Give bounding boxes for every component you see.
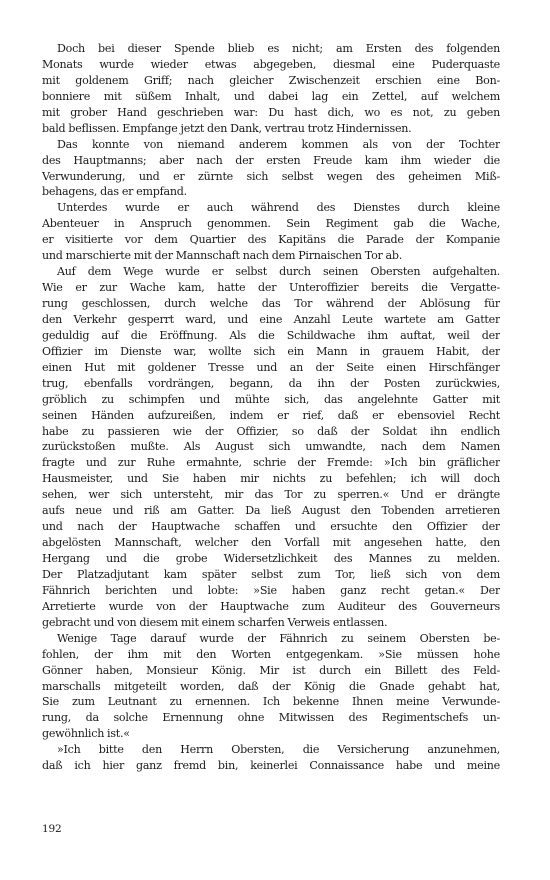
text-line: er visitierte vor dem Quartier des Kapitäns die Parade der Kompanie [42, 233, 500, 247]
text-line: Gönner haben, Monsieur König. Mir ist durch ein Billett des Feld- [42, 663, 500, 677]
text-line: Der Platzadjutant kam später selbst zum Tor, ließ sich von dem [42, 567, 500, 581]
text-line: rung geschlossen, durch welche das Tor während der Ablösung für [42, 297, 500, 310]
text-line: behagens, das er empfand. [42, 185, 187, 199]
text-line: mit grober Hand geschrieben war: Du hast dich, wo es not, zu geben [42, 105, 500, 119]
text-line: den Verkehr gesperrt ward, und eine Anzahl Leute wartete am Gatter [42, 312, 500, 326]
text-line: Monats wurde wieder etwas abgegeben, diesmal eine Puderquaste [42, 57, 500, 71]
text-line: aufs neue und riß am Gatter. Da ließ August den Tobenden arretieren [42, 504, 500, 518]
text-line: Hergang und die grobe Widersetzlichkeit des Mannes zu melden. [42, 552, 500, 565]
text-line: Offizier im Dienste war, wollte sich ein Mann in grauem Habit, der [42, 344, 500, 358]
text-line: Auf dem Wege wurde er selbst durch seinen Obersten aufgehalten. [57, 265, 500, 279]
text-line: geduldig auf die Eröffnung. Als die Schildwache ihm auftat, weil der [42, 328, 500, 342]
text-line: Wenige Tage darauf wurde der Fähnrich zu seinem Obersten be- [57, 631, 500, 645]
text-line: Wie er zur Wache kam, hatte der Unteroffizier bereits die Vergatte- [42, 281, 500, 295]
text-line: Sie zum Leutnant zu ernennen. Ich bekenne Ihnen meine Verwunde- [42, 695, 500, 709]
text-line: Abenteuer in Anspruch genommen. Sein Regiment gab die Wache, [42, 217, 500, 231]
text-line: und marschierte mit der Mannschaft nach dem Pirnaischen Tor ab. [42, 249, 403, 263]
text-line: gröblich zu schimpfen und mühte sich, das angelehnte Gatter mit [42, 392, 500, 406]
page-number: 192 [42, 823, 62, 835]
text-line: »Ich bitte den Herrn Obersten, die Versicherung anzunehmen, [57, 743, 500, 757]
text-line: Das konnte von niemand anderem kommen als von der Tochter [57, 137, 500, 151]
text-line: bonniere mit süßem Inhalt, und dabei lag ein Zettel, auf welchem [42, 89, 500, 103]
text-line: Arretierte wurde von der Hauptwache zum Auditeur des Gouverneurs [42, 599, 500, 613]
text-line: habe zu passieren wie der Offizier, so daß der Soldat ihn endlich [42, 424, 500, 438]
body-text [42, 41, 500, 774]
text-line: einen Hut mit goldener Tresse und an der Seite einen Hirschfänger [42, 360, 500, 374]
text-line: des Hauptmanns; aber nach der ersten Freude kam ihm wieder die [42, 153, 500, 167]
text-line: zurückstoßen mußte. Als August sich umwandte, nach dem Namen [42, 440, 500, 454]
text-line: seinen Händen aufzureißen, indem er rief, daß er ebensoviel Recht [42, 408, 500, 422]
text-line: gebracht und von diesem mit einem scharfen Verweis entlassen. [42, 615, 388, 629]
text-line: Fähnrich berichten und lobte: »Sie haben ganz recht getan.« Der [42, 583, 500, 597]
text-line: Unterdes wurde er auch während des Dienstes durch kleine [57, 201, 500, 215]
text-line: bald beflissen. Empfange jetzt den Dank, vertrau trotz Hindernissen. [42, 121, 412, 135]
text-line: fragte und zur Ruhe ermahnte, schrie der Fremde: »Ich bin gräflicher [42, 456, 500, 470]
text-line: gewöhnlich ist.« [42, 727, 130, 741]
text-line: und nach der Hauptwache schaffen und ersuchte den Offizier der [42, 520, 500, 534]
text-line: Hausmeister, und Sie haben mir nichts zu befehlen; ich will doch [42, 472, 500, 486]
text-line: Doch bei dieser Spende blieb es nicht; am Ersten des folgenden [57, 42, 500, 55]
text-line: trug, ebenfalls vordrängen, begann, da ihn der Posten zurückwies, [42, 376, 500, 390]
text-line: rung, da solche Ernennung ohne Mitwissen des Regimentschefs un- [42, 711, 500, 725]
text-line: marschalls mitgeteilt worden, daß der König die Gnade gehabt hat, [42, 679, 500, 693]
text-line: sehen, wer sich untersteht, mir das Tor zu sperren.« Und er drängte [42, 488, 500, 502]
text-line: Verwunderung, und er zürnte sich selbst wegen des geheimen Miß- [42, 169, 500, 183]
text-line: daß ich hier ganz fremd bin, keinerlei Connaissance habe und meine [42, 759, 500, 773]
text-line: abgelösten Mannschaft, welcher den Vorfall mit angesehen hatte, den [42, 536, 500, 550]
text-line: fohlen, der ihm mit den Worten entgegenkam. »Sie müssen hohe [42, 647, 500, 661]
text-line: mit goldenem Griff; nach gleicher Zwischenzeit erschien eine Bon- [42, 73, 500, 87]
